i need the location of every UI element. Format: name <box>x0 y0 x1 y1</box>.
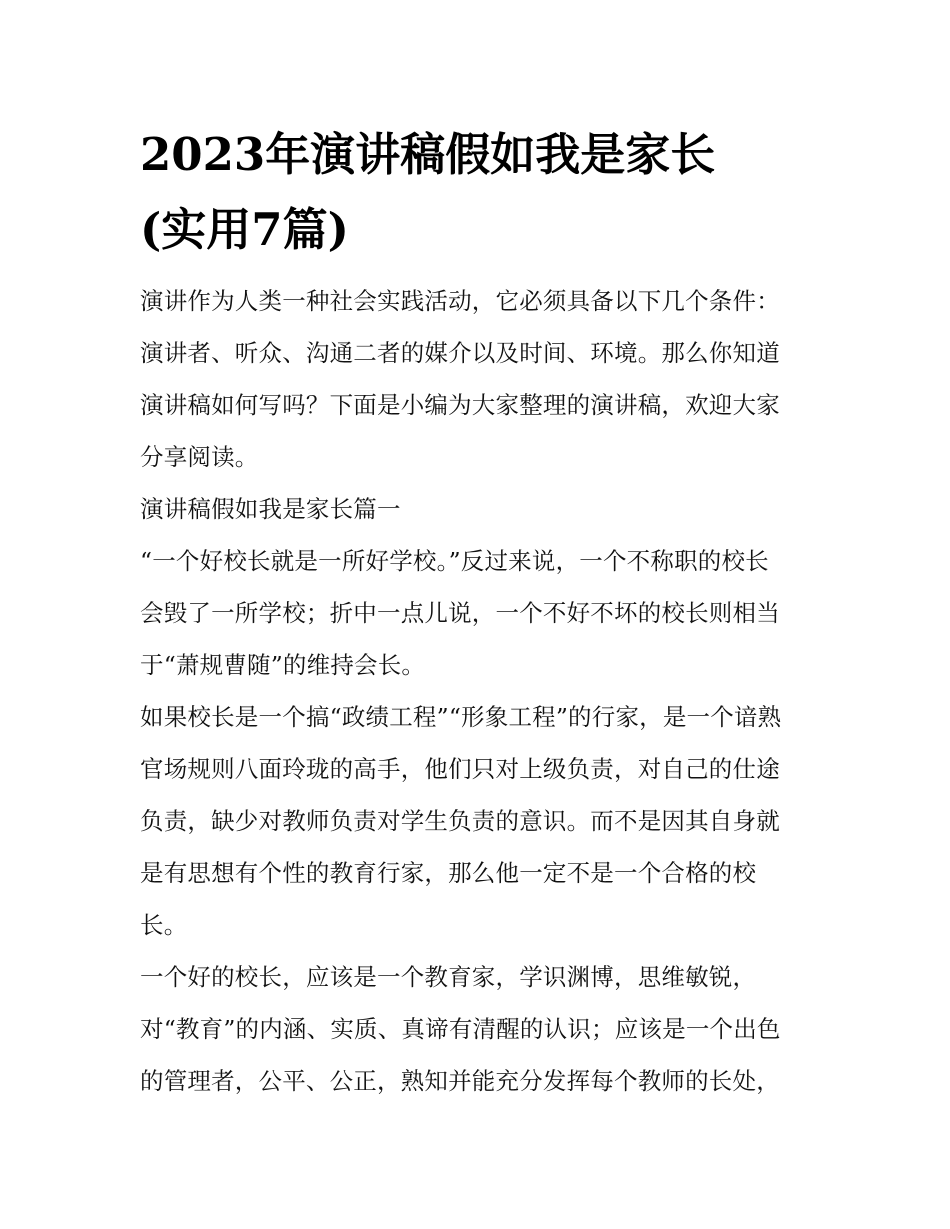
body-line: 对“教育”的内涵、实质、真谛有清醒的认识；应该是一个出色 <box>140 1015 781 1043</box>
document-body <box>140 275 830 1107</box>
title-line-1: 2023年演讲稿假如我是家长 <box>140 128 716 181</box>
body-line: 分享阅读。 <box>140 443 259 471</box>
body-line: 演讲稿如何写吗？下面是小编为大家整理的演讲稿，欢迎大家 <box>140 391 780 419</box>
document-title <box>140 117 820 267</box>
body-line: 长。 <box>140 911 188 939</box>
body-line: 于“萧规曹随”的维持会长。 <box>140 651 426 679</box>
section-heading: 演讲稿假如我是家长篇一 <box>140 495 401 523</box>
body-line: 如果校长是一个搞“政绩工程”“形象工程”的行家，是一个谙熟 <box>140 703 782 731</box>
body-line: 一个好的校长，应该是一个教育家，学识渊博，思维敏锐， <box>140 963 757 991</box>
body-line: “一个好校长就是一所好学校。”反过来说，一个不称职的校长 <box>140 547 769 575</box>
body-line: 官场规则八面玲珑的高手，他们只对上级负责，对自己的仕途 <box>140 755 780 783</box>
title-line-2: (实用7篇) <box>140 203 349 256</box>
body-line: 演讲者、听众、沟通二者的媒介以及时间、环境。那么你知道 <box>140 339 780 367</box>
body-line: 是有思想有个性的教育行家，那么他一定不是一个合格的校 <box>140 859 757 887</box>
body-line: 的管理者，公平、公正，熟知并能充分发挥每个教师的长处， <box>140 1067 780 1095</box>
body-line: 负责，缺少对教师负责对学生负责的意识。而不是因其自身就 <box>140 807 780 835</box>
body-line: 会毁了一所学校；折中一点儿说，一个不好不坏的校长则相当 <box>140 599 780 627</box>
body-line: 演讲作为人类一种社会实践活动，它必须具备以下几个条件： <box>140 287 780 315</box>
